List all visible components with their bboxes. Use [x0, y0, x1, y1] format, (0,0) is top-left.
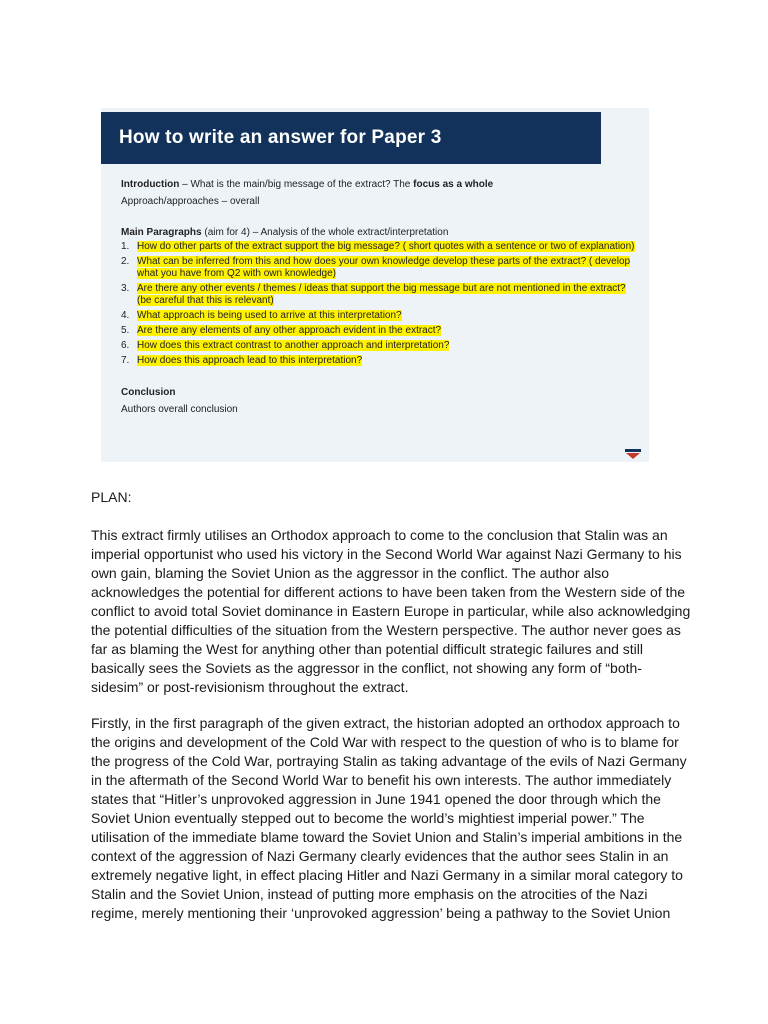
list-item: 5. Are there any elements of any other approach evident in the extract? — [121, 325, 442, 336]
list-item: 7. How does this approach lead to this interpretation? — [121, 355, 363, 366]
list-item: 2. What can be inferred from this and how does your own knowledge develop these parts of the extract? ( develop what you have from Q2 with own knowledge) — [121, 256, 631, 279]
plan-label: PLAN: — [91, 489, 132, 505]
slide-title: How to write an answer for Paper 3 — [119, 127, 442, 148]
slide-header — [101, 112, 601, 164]
conclusion-text: Authors overall conclusion — [121, 404, 238, 415]
highlighted-text: What can be inferred from this and how does your own knowledge develop these parts of the extract? ( develop what you have from Q2 with own knowledge) — [137, 256, 631, 279]
conclusion-label: Conclusion — [121, 387, 176, 398]
slide-image — [101, 108, 649, 462]
list-item: 3. Are there any other events / themes / ideas that support the big message but are not mentioned in the extract? (be careful that this is relevant) — [121, 283, 626, 306]
main-line — [121, 224, 641, 241]
paragraph-2: Firstly, in the first paragraph of the given extract, the historian adopted an orthodox approach to the origins and development of the Cold War with respect to the question of who is to blame for the progress of the Cold War, portraying Stalin as taking advantage of the evils of Nazi Germany in the aftermath of the Second World War to benefit his own interests. The author immediately states that “Hitler’s unprovoked aggression in June 1941 opened the door through which the Soviet Union eventually stepped out to become the world’s mightiest imperial power.” The utilisation of the immediate blame toward the Soviet Union and Stalin’s imperial ambitions in the context of the aggression of Nazi Germany clearly evidences that the author sees Stalin in an extremely negative light, in effect placing Hitler and Nazi Germany in a similar moral category to Stalin and the Soviet Union, instead of putting more emphasis on the atrocities of the Nazi regime, merely mentioning their ‘unprovoked aggression’ being a pathway to the Soviet Union — [91, 715, 687, 921]
highlighted-text: Are there any other events / themes / ideas that support the big message but are not mentioned in the extract? (be careful that this is relevant) — [137, 283, 626, 306]
highlighted-text: How do other parts of the extract support the big message? ( short quotes with a sentence or two of explanation) — [137, 241, 635, 252]
highlighted-text: How does this approach lead to this interpretation? — [137, 355, 363, 366]
intro-text: – What is the main/big message of the extract? The — [179, 179, 414, 190]
highlighted-text: How does this extract contrast to another approach and interpretation? — [137, 340, 450, 351]
main-label: Main Paragraphs — [121, 227, 202, 238]
crest-logo-icon — [623, 448, 643, 460]
intro-bold: focus as a whole — [413, 179, 494, 190]
intro-line — [121, 176, 641, 193]
slide-body — [121, 176, 641, 418]
list-item: 4. What approach is being used to arrive at this interpretation? — [121, 310, 402, 321]
paragraph-1: This extract firmly utilises an Orthodox approach to come to the conclusion that Stalin was an imperial opportunist who used his victory in the Second World War against Nazi Germany to his own gain, blaming the Soviet Union as the aggressor in the conflict. The author also acknowledges the potential for different actions to have been taken from the Western side of the conflict to avoid total Soviet dominance in Eastern Europe in particular, while also acknowledging the potential difficulties of the situation from the Western perspective. The author never goes as far as blaming the West for anything other than potential difficult strategic failures and still basically sees the Soviets as the aggressor in the conflict, not showing any form of “both-sidesim” or post-revisionism throughout the extract. — [91, 527, 691, 695]
question-list — [121, 241, 641, 367]
intro-line-2: Approach/approaches – overall — [121, 196, 260, 207]
highlighted-text: What approach is being used to arrive at this interpretation? — [137, 310, 402, 321]
intro-label: Introduction — [121, 179, 180, 190]
list-item: 6. How does this extract contrast to another approach and interpretation? — [121, 340, 450, 351]
list-item: 1. How do other parts of the extract support the big message? ( short quotes with a sentence or two of explanation) — [121, 241, 635, 252]
highlighted-text: Are there any elements of any other approach evident in the extract? — [137, 325, 442, 336]
main-text: (aim for 4) – Analysis of the whole extract/interpretation — [201, 227, 449, 238]
